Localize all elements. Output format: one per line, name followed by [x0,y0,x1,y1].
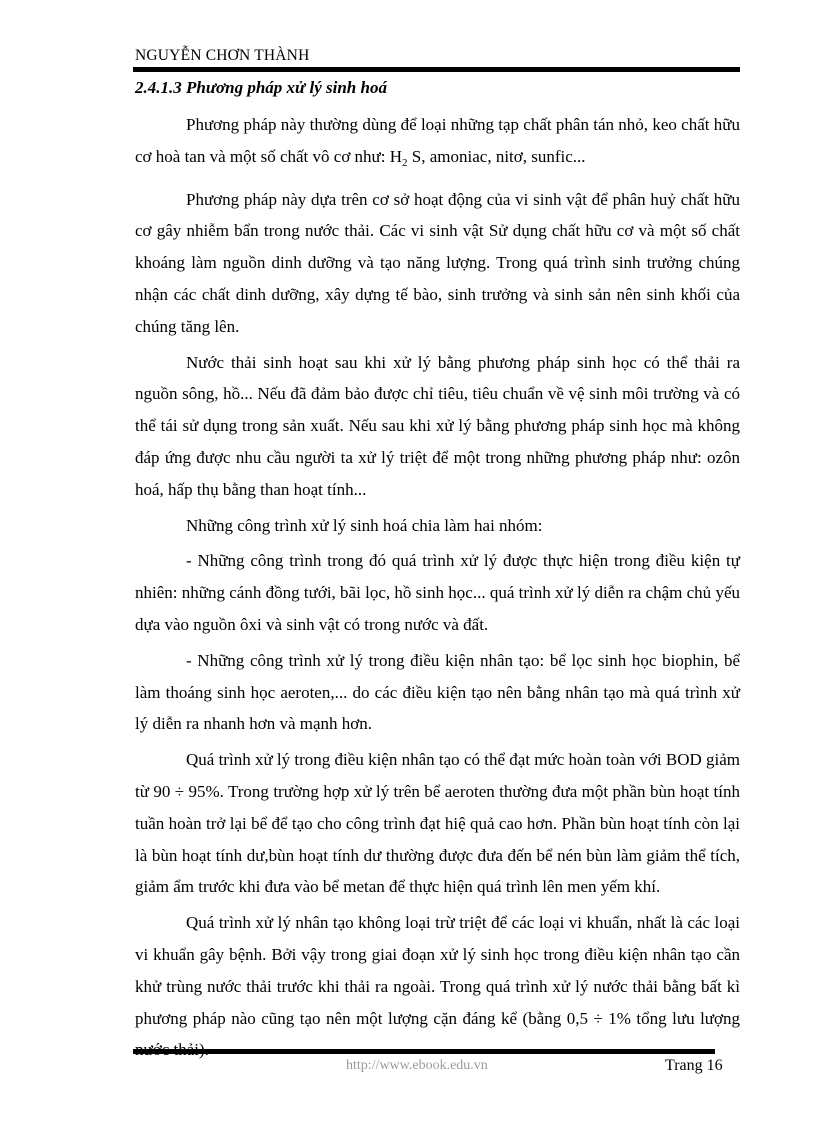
list-item-artificial: - Những công trình xử lý trong điều kiện nhân tạo: bể lọc sinh học biophin, bể làm thoáng sinh học aeroten,... do các điều kiện tạo nên bằng nhân tạo mà quá trình xử lý diễn ra nhanh hơn và mạnh hơn. [135,650,740,734]
document-body [135,109,740,1070]
page-number: Trang 16 [665,1057,723,1074]
subscript-2: 2 [402,156,408,169]
paragraph-3: Nước thải sinh hoạt sau khi xử lý bằng phương pháp sinh học có thể thải ra nguồn sông, hồ... Nếu đã đảm bảo được chỉ tiêu, tiêu chuẩn về vệ sinh môi trường và có thể tái sử dụng trong sản xuất. Nếu sau khi xử lý bằng phương pháp sinh học mà không đáp ứng được nhu cầu người ta xử lý triệt để một trong những phương pháp như: ozôn hoá, hấp thụ bằng than hoạt tính... [135,352,740,499]
paragraph-1 [135,109,740,180]
paragraph-1-text-b: S, amoniac, nitơ, sunfic... [407,146,586,166]
paragraph-7: Quá trình xử lý trong điều kiện nhân tạo có thể đạt mức hoàn toàn với BOD giảm từ 90 ÷ 95%. Trong trường hợp xử lý trên bể aeroten thường đưa một phần bùn hoạt tính tuần hoàn trở lại bể để tạo cho công trình đạt hiệ quả cao hơn. Phần bùn hoạt tính còn lại là bùn hoạt tính dư,bùn hoạt tính dư thường được đưa đến bể nén bùn làm giảm thể tích, giảm ẩm trước khi đưa vào bể metan để thực hiện quá trình lên men yếm khí. [135,750,740,897]
footer-url-link[interactable]: http://www.ebook.edu.vn [346,1058,488,1073]
paragraph-1-text-a: Phương pháp này thường dùng để loại những tạp chất phân tán nhỏ, keo chất hữu cơ hoà tan và một số chất vô cơ như: H [135,115,740,166]
paragraph-4: Những công trình xử lý sinh hoá chia làm hai nhóm: [186,515,543,535]
header-rule [133,67,740,72]
section-title: 2.4.1.3 Phương pháp xử lý sinh hoá [135,78,387,97]
list-item-natural: - Những công trình trong đó quá trình xử lý được thực hiện trong điều kiện tự nhiên: những cánh đồng tưới, bãi lọc, hồ sinh học... quá trình xử lý diễn ra chậm chủ yếu dựa vào nguồn ôxi và sinh vật có trong nước và đất. [135,551,740,634]
footer-rule [133,1049,715,1054]
header-author: NGUYỄN CHƠN THÀNH [135,47,310,64]
paragraph-8: Quá trình xử lý nhân tạo không loại trừ triệt để các loại vi khuẩn, nhất là các loại vi khuẩn gây bệnh. Bởi vậy trong giai đoạn xử lý sinh học trong điều kiện nhân tạo cần khử trùng nước thải trước khi thải ra ngoài. Trong quá trình xử lý nước thải bằng bất kì phương pháp nào cũng tạo nên một lượng cặn đáng kể (bằng 0,5 ÷ 1% tổng lưu lượng [135,913,740,1028]
paragraph-2: Phương pháp này dựa trên cơ sở hoạt động của vi sinh vật để phân huỷ chất hữu cơ gây nhiễm bẩn trong nước thải. Các vi sinh vật Sử dụng chất hữu cơ và một số chất khoáng làm nguồn dinh dưỡng và tạo năng lượng. Trong quá trình sinh trưởng chúng nhận các chất dinh dưỡng, xây dựng tế bào, sinh trưởng và sinh sản nên sinh khối của chúng tăng lên. [135,189,740,336]
